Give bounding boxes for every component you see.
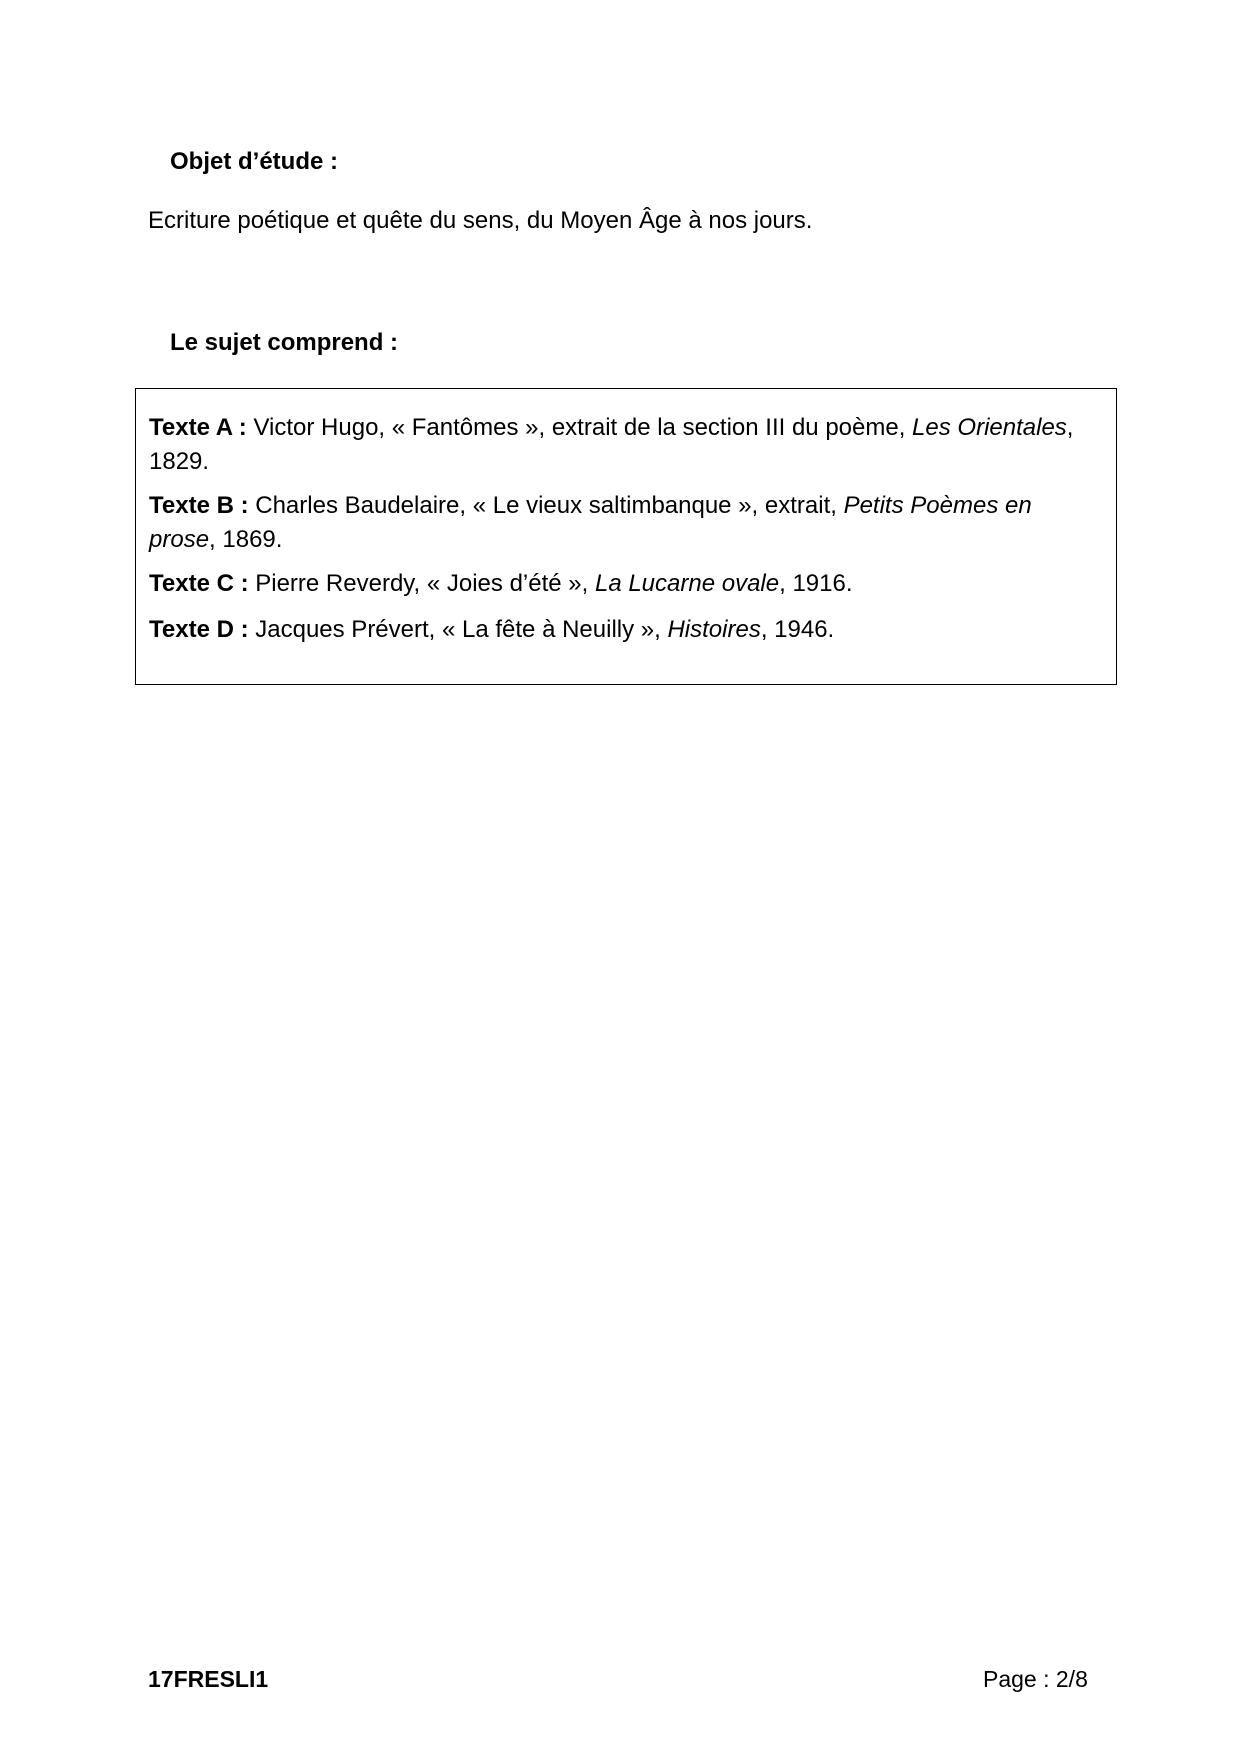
text-date: , 1916. (779, 570, 853, 597)
text-source-title: La Lucarne ovale (594, 570, 780, 597)
page-number: Page : 2/8 (983, 1666, 1088, 1692)
text-label: Texte B : (149, 492, 249, 519)
text-date: , 1946. (760, 616, 835, 643)
text-label: Texte C : (149, 570, 249, 597)
text-entry-a (149, 411, 1099, 479)
text-reference: Charles Baudelaire, « Le vieux saltimbanque », extrait, (248, 492, 844, 519)
text-source-title: Histoires (667, 616, 761, 643)
text-date: , 1829. (149, 414, 1074, 475)
objet-etude-text: Ecriture poétique et quête du sens, du Moyen Âge à nos jours. (148, 207, 813, 234)
objet-etude-heading: Objet d’étude : (170, 148, 338, 175)
text-reference: Victor Hugo, « Fantômes », extrait de la section III du poème, (246, 414, 913, 441)
text-entry-d (149, 613, 1099, 647)
document-code: 17FRESLI1 (148, 1666, 269, 1692)
text-date: , 1869. (209, 526, 283, 553)
text-source-title: Les Orientales (912, 414, 1067, 441)
text-entry-c (149, 567, 1099, 601)
texts-box (135, 388, 1117, 685)
sujet-comprend-heading: Le sujet comprend : (170, 329, 399, 356)
text-label: Texte D : (149, 616, 249, 643)
text-source-title: Petits Poèmes en prose (149, 492, 1032, 553)
text-reference: Jacques Prévert, « La fête à Neuilly », (248, 616, 668, 643)
text-reference: Pierre Reverdy, « Joies d’été », (248, 570, 595, 597)
text-entry-b (149, 489, 1099, 557)
text-label: Texte A : (149, 414, 247, 441)
